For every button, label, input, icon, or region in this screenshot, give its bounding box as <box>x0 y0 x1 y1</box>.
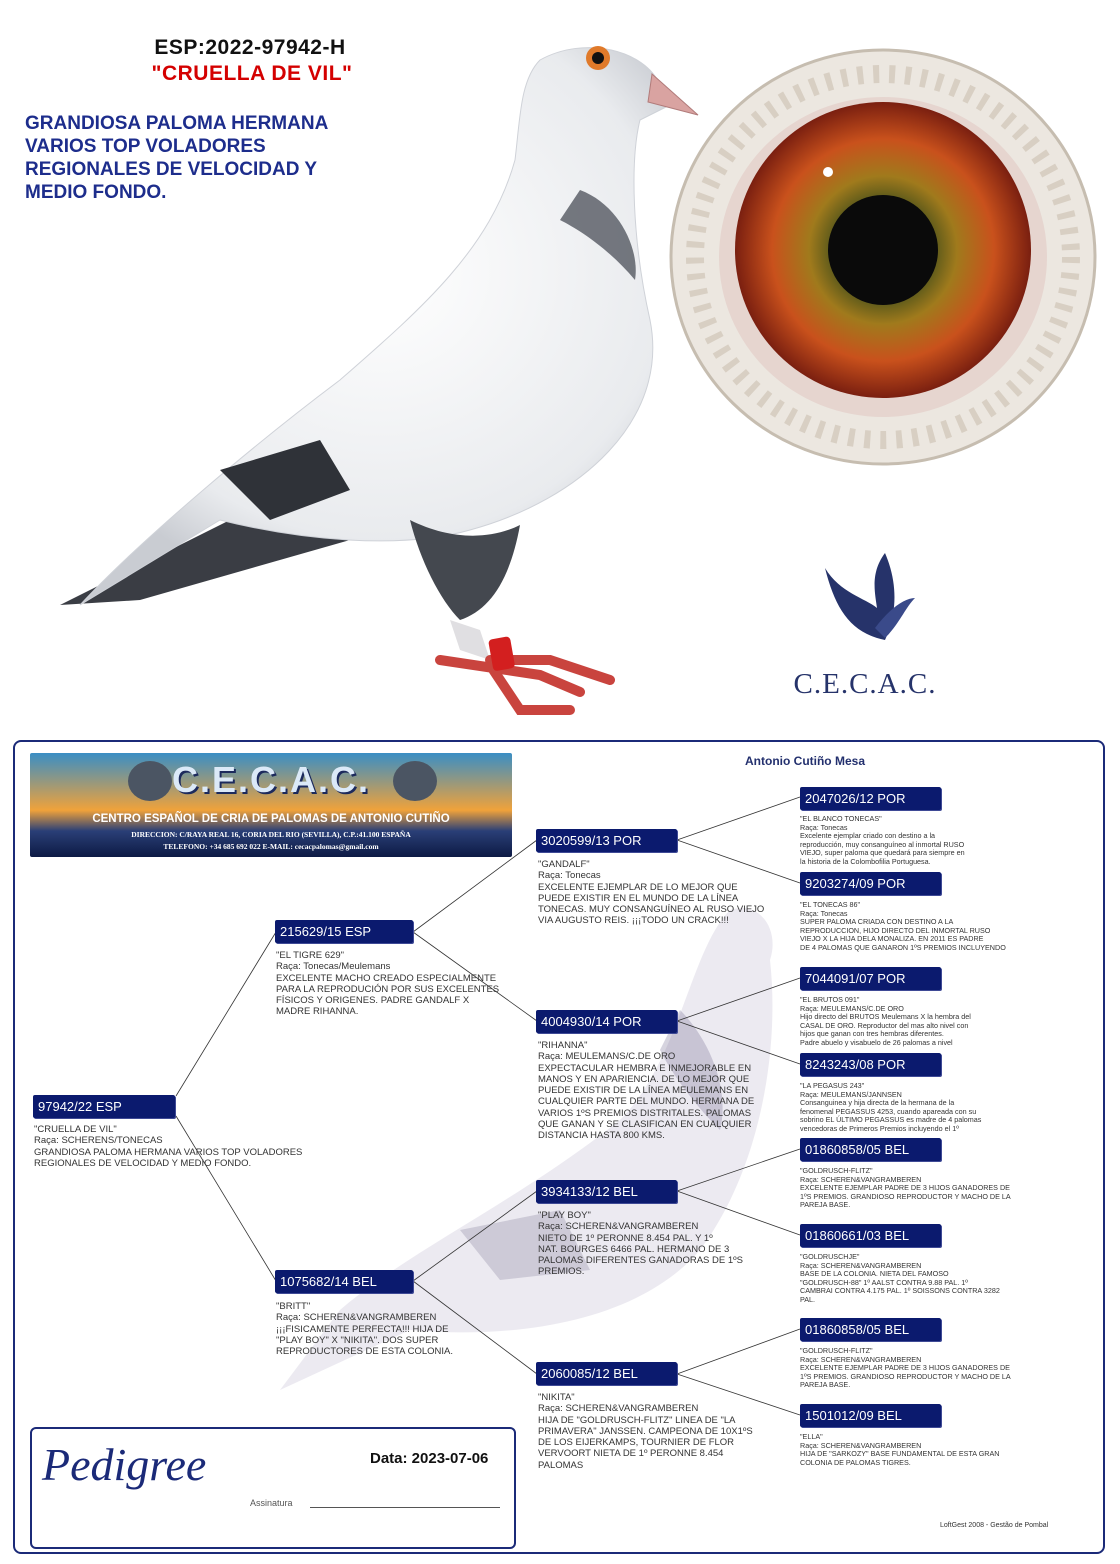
connector-line <box>677 797 800 840</box>
pedigree-node-sire-dam[interactable]: 4004930/14 POR <box>536 1010 677 1033</box>
software-credit: LoftGest 2008 - Gestão de Pombal <box>940 1522 1049 1529</box>
pedigree-node-sds[interactable]: 7044091/07 POR <box>800 967 941 990</box>
cecac-logo-text: C.E.C.A.C. <box>793 668 937 700</box>
signature-line[interactable] <box>310 1507 500 1508</box>
connector-line <box>677 978 800 1021</box>
pedigree-desc-dam-dam: "NIKITA" Raça: SCHEREN&VANGRAMBEREN HIJA DE "GOLDRUSCH-FLITZ" LINEA DE "LA PRIMAVERA" JANSSEN. CAMPEONA DE 10X1ºS DE LOS EIJERKAMPS, TOURNIER DE FLOR VERVOORT NIETA DE 1º PERONNE 8.454 PALOMAS <box>538 1392 753 1471</box>
pedigree-node-dds[interactable]: 01860858/05 BEL <box>800 1318 941 1341</box>
pedigree-desc-ssd: "EL TONECAS 86" Raça: Tonecas SUPER PALOMA CRIADA CON DESTINO A LA REPRODUCCION, HIJO DIRECTO DEL INMORTAL RUSO VIEJO X LA HIJA DELA MONALIZA. EN 2011 ES PADRE DE 4 PALOMAS QUE GANARON 1ºS PREMIOS INCLUYENDO <box>800 900 1006 952</box>
pedigree-node-ssd[interactable]: 9203274/09 POR <box>800 872 941 895</box>
pedigree-node-ddd[interactable]: 1501012/09 BEL <box>800 1404 941 1427</box>
pedigree-node-dam-sire[interactable]: 3934133/12 BEL <box>536 1180 677 1203</box>
pedigree-desc-sss: "EL BLANCO TONECAS" Raça: Tonecas Excelente ejemplar criado con destino a la reproducción, muy consanguíneo al inmortal RUSO VIEJO, super paloma que quedará para siempre en la historia de la Colombofilia Portuguesa. <box>800 814 965 866</box>
pedigree-desc-sds: "EL BRUTOS 091" Raça: MEULEMANS/C.DE ORO Hijo directo del BRUTOS Meulemans X la hembra del CASAL DE ORO. Reproductor del mas alto nivel con hijos que ganan con tres hembras diferentes. Padre abuelo y visabuelo de 26 palomas a nivel <box>800 995 971 1047</box>
pedigree-node-dss[interactable]: 01860858/05 BEL <box>800 1138 941 1161</box>
pedigree-node-dam-dam[interactable]: 2060085/12 BEL <box>536 1362 677 1385</box>
banner-address: DIRECCION: C/RAYA REAL 16, CORIA DEL RIO (SEVILLA), C.P.:41.100 ESPAÑA <box>131 830 411 839</box>
connector-line <box>176 932 276 1096</box>
bird-name-title: "CRUELLA DE VIL" <box>151 62 353 85</box>
pedigree-node-sire-sire[interactable]: 3020599/13 POR <box>536 829 677 852</box>
pedigree-node-sdd[interactable]: 8243243/08 POR <box>800 1053 941 1076</box>
connector-line <box>677 1149 800 1191</box>
banner-title: C.E.C.A.C. <box>171 759 370 800</box>
pedigree-desc-ddd: "ELLA" Raça: SCHEREN&VANGRAMBEREN HIJA DE "SARKOZY" BASE FUNDAMENTAL DE ESTA GRAN COLONIA DE PALOMAS TIGRES. <box>800 1432 1000 1467</box>
pedigree-script-title: Pedigree <box>42 1439 207 1490</box>
pedigree-desc-dam: "BRITT" Raça: SCHEREN&VANGRAMBEREN ¡¡¡FISICAMENTE PERFECTA!!! HIJA DE "PLAY BOY" X "NIKITA". DOS SUPER REPRODUCTORES DE ESTA COLONIA. <box>276 1301 454 1358</box>
pedigree-desc-dss: "GOLDRUSCH-FLITZ" Raça: SCHEREN&VANGRAMBEREN EXCELENTE EJEMPLAR PADRE DE 3 HIJOS GANADORES DE 1ºS PREMIOS. GRANDIOSO REPRODUCTOR Y MACHO DE LA PAREJA BASE. <box>800 1166 1011 1210</box>
pedigree-node-dsd[interactable]: 01860661/03 BEL <box>800 1224 941 1247</box>
banner-subtitle: CENTRO ESPAÑOL DE CRIA DE PALOMAS DE ANTONIO CUTIÑO <box>92 813 450 825</box>
headline-line: GRANDIOSA PALOMA HERMANA <box>25 113 329 134</box>
owner-name: Antonio Cutiño Mesa <box>745 754 865 768</box>
pedigree-node-sss[interactable]: 2047026/12 POR <box>800 787 941 810</box>
headline-line: VARIOS TOP VOLADORES <box>25 136 266 157</box>
pedigree-desc-dds: "GOLDRUSCH-FLITZ" Raça: SCHEREN&VANGRAMBEREN EXCELENTE EJEMPLAR PADRE DE 3 HIJOS GANADORES DE 1ºS PREMIOS. GRANDIOSO REPRODUCTOR Y MACHO DE LA PAREJA BASE. <box>800 1346 1011 1390</box>
pedigree-desc-subject: "CRUELLA DE VIL" Raça: SCHERENS/TONECAS GRANDIOSA PALOMA HERMANA VARIOS TOP VOLADORES REGIONALES DE VELOCIDAD Y MEDIO FONDO. <box>34 1124 303 1169</box>
pedigree-node-dam[interactable]: 1075682/14 BEL <box>275 1270 413 1293</box>
pedigree-desc-sdd: "LA PEGASUS 243" Raça: MEULEMANS/JANNSEN Consanguinea y hija directa de la hermana de la fenomenal PEGASSUS 4253, cuando apareada con su sobrino EL ÚLTIMO PEGASSUS es madre de 4 palomas vencedoras de Primeros Premios incluyendo el 1º <box>800 1081 982 1133</box>
pedigree-desc-dam-sire: "PLAY BOY" Raça: SCHEREN&VANGRAMBEREN NIETO DE 1º PERONNE 8.454 PAL. Y 1º NAT. BOURGES 6466 PAL. HERMANO DE 3 PALOMAS DIFERENTES GANADORAS DE 1ºS PREMIOS. <box>538 1210 743 1278</box>
pedigree-node-sire[interactable]: 215629/15 ESP <box>275 920 413 943</box>
headline-line: REGIONALES DE VELOCIDAD Y <box>25 159 318 180</box>
pedigree-desc-sire: "EL TIGRE 629" Raça: Tonecas/Meulemans EXCELENTE MACHO CREADO ESPECIALMENTE PARA LA REPRODUCIÓN POR SUS EXCELENTES FÍSICOS Y ORIGENES. PADRE GANDALF X MADRE RIHANNA. <box>276 950 500 1018</box>
ring-number-title: ESP:2022-97942-H <box>154 36 346 59</box>
pedigree-node-subject[interactable]: 97942/22 ESP <box>33 1095 175 1118</box>
connector-line <box>413 840 537 932</box>
banner-contact: TELEFONO: +34 685 692 022 E-MAIL: cecacpalomas@gmail.com <box>163 842 379 851</box>
signature-label: Assinatura <box>250 1498 293 1508</box>
pedigree-desc-sire-sire: "GANDALF" Raça: Tonecas EXCELENTE EJEMPLAR DE LO MEJOR QUE PUEDE EXISTIR EN EL MUNDO DE LA LÍNEA TONECAS. MUY CONSANGUÍNEO AL RUSO VIEJO VIA AUGUSTO REIS. ¡¡¡TODO UN CRACK!!! <box>538 859 765 927</box>
pedigree-desc-dsd: "GOLDRUSCHJE" Raça: SCHEREN&VANGRAMBEREN BASE DE LA COLONIA. NIETA DEL FAMOSO "GOLDRUSCH-88" 1º AALST CONTRA 9.88 PAL. 1º CAMBRAI CONTRA 4.175 PAL. 1º SOISSONS CONTRA 3282 PAL. <box>800 1252 1000 1304</box>
connector-line <box>677 1329 800 1374</box>
pedigree-date: Data: 2023-07-06 <box>370 1450 489 1467</box>
headline-line: MEDIO FONDO. <box>25 182 167 203</box>
pedigree-desc-sire-dam: "RIHANNA" Raça: MEULEMANS/C.DE ORO EXPECTACULAR HEMBRA E INMEJORABLE EN MANOS Y EN APARIENCIA. DE LO MEJOR QUE PUEDE EXISTIR DE LA LÍNEA MEULEMANS EN CUALQUIER PARTE DEL MUNDO. HERMANA DE VARIOS 1ºS PREMIOS DISTRITALES. PALOMAS QUE GANAN Y SE CLASIFICAN EN CUALQUIER DISTANCIA HASTA 800 KMS. <box>538 1040 755 1142</box>
connector-line <box>413 1191 537 1281</box>
